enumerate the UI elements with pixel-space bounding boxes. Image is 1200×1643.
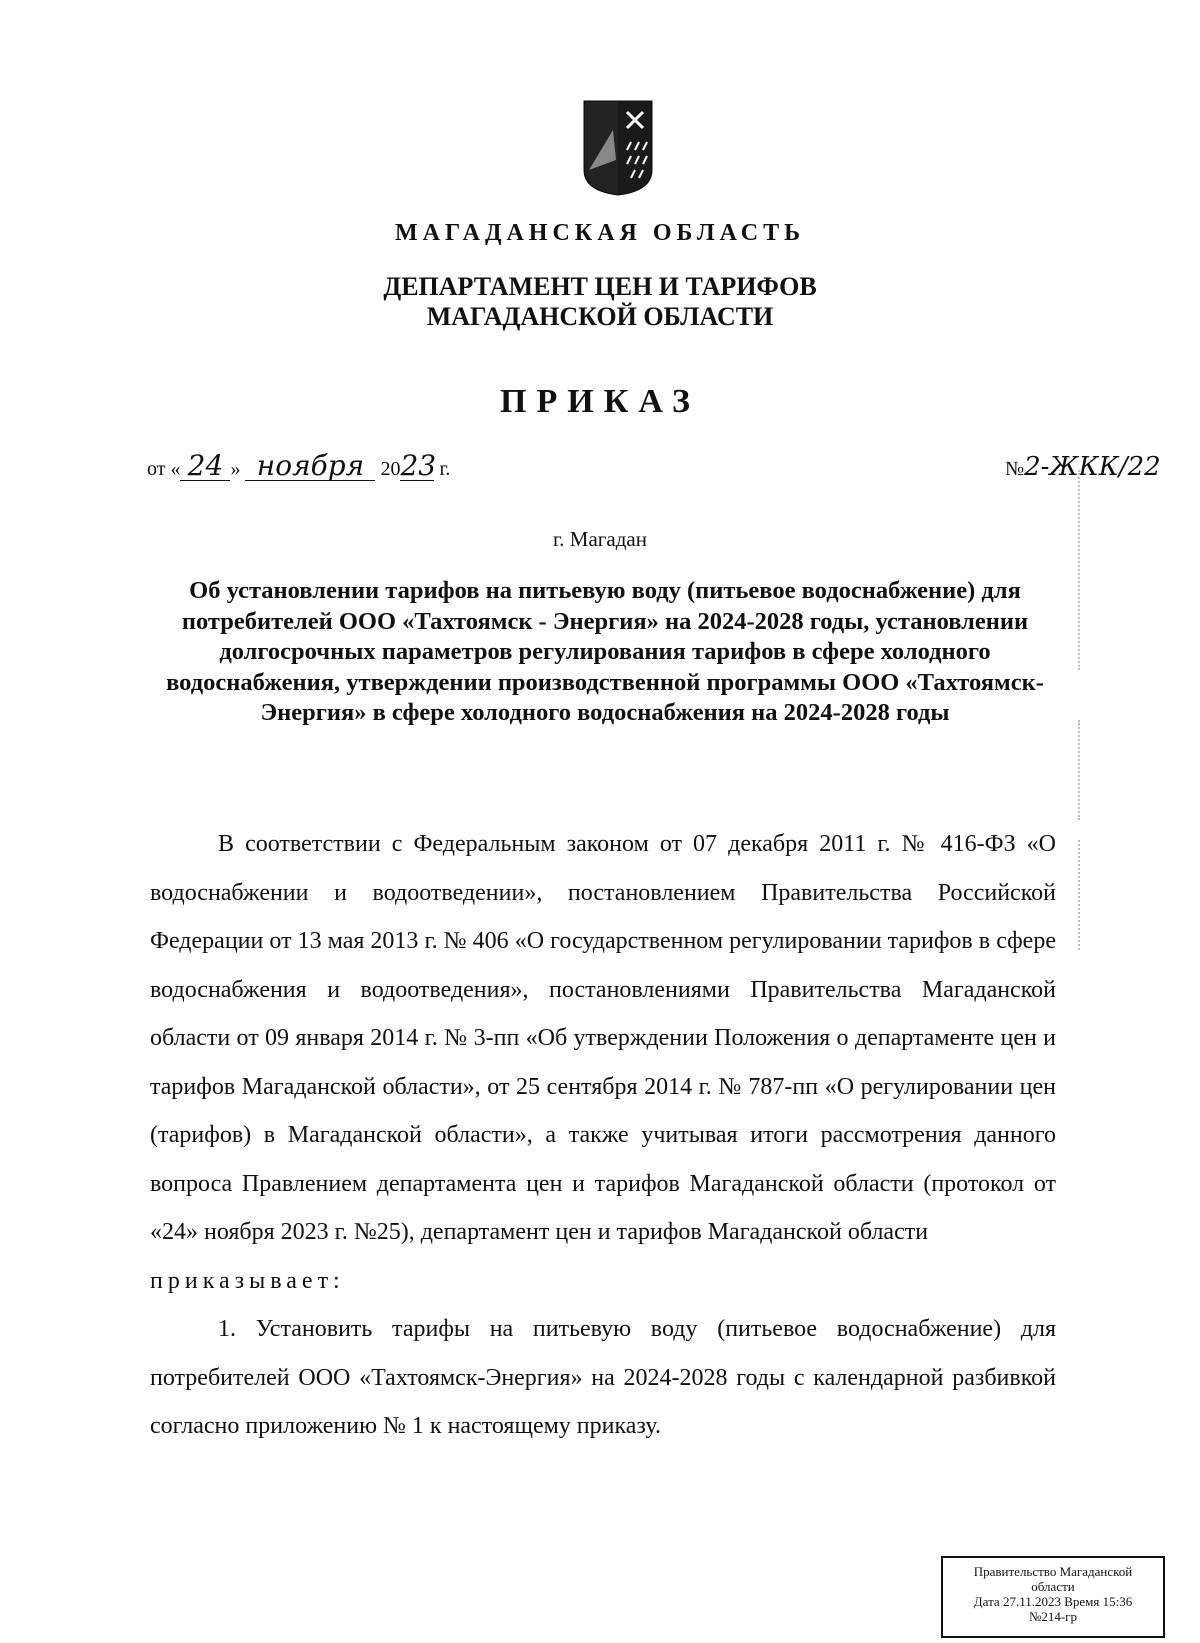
document-type: ПРИКАЗ [500,383,700,420]
number-value: 2-ЖКК/22 [1024,452,1161,482]
date-suffix: г. [439,458,451,480]
order-body [150,820,1056,1451]
order-title: Об установлении тарифов на питьевую воду (питьевое водоснабжение) для потребителей ООО «Тахтоямск - Энергия» на 2024-2028 годы, установлении долгосрочных параметров регулирования тарифов в сфере холодного водоснабжения, утверждении производственной программы ООО «Тахтоямск-Энергия» в сфере холодного водоснабжения на 2024-2028 годы [166,577,1044,726]
date-year-prefix: 20 [380,458,401,480]
registration-stamp [941,1556,1165,1638]
region-name: МАГАДАНСКАЯ ОБЛАСТЬ [394,220,806,246]
number-prefix: № [1005,458,1025,480]
stamp-line-4: №214-гр [1028,1609,1078,1624]
item-1-paragraph: 1. Установить тарифы на питьевую воду (питьевое водоснабжение) для потребителей ООО «Тахтоямск-Энергия» на 2024-2028 годы с календарной разбивкой согласно приложению № 1 к настоящему приказу. [150,1316,1056,1439]
department-line-1: ДЕПАРТАМЕНТ ЦЕН И ТАРИФОВ [383,272,817,301]
coat-of-arms-icon [583,100,653,196]
scan-artifact-line [1078,720,1081,820]
city: г. Магадан [553,527,647,551]
department-line-2: МАГАДАНСКОЙ ОБЛАСТИ [426,302,774,331]
stamp-line-2: области [1031,1579,1075,1594]
orders-word: приказывает: [150,1267,345,1294]
date-month: ноября [245,452,375,481]
stamp-line-1: Правительство Магаданской [973,1564,1133,1579]
date-mid: » [230,458,241,480]
department-name [0,272,1200,332]
date-year-suffix: 23 [400,449,437,482]
order-number [1005,452,1161,482]
scan-artifact-line [1078,840,1081,950]
scan-artifact-line [1078,470,1081,670]
date-day: 24 [180,452,230,481]
preamble-paragraph: В соответствии с Федеральным законом от 07 декабря 2011 г. № 416-ФЗ «О водоснабжении и водоотведении», постановлением Правительства Российской Федерации от 13 мая 2013 г. № 406 «О государственном регулировании тарифов в сфере водоснабжения и водоотведения», постановлениями Правительства Магаданской области от 09 января 2014 г. № 3-пп «Об утверждении Положения о департаменте цен и тарифов Магаданской области», от 25 сентября 2014 г. № 787-пп «О регулировании цен (тарифов) в Магаданской области», а также учитывая итоги рассмотрения данного вопроса Правлением департамента цен и тарифов Магаданской области (протокол от «24» ноября 2023 г. №25), департамент цен и тарифов Магаданской области [150,831,1056,1245]
stamp-line-3: Дата 27.11.2023 Время 15:36 [973,1594,1133,1609]
date-prefix: от « [147,458,181,480]
order-date [147,449,451,482]
